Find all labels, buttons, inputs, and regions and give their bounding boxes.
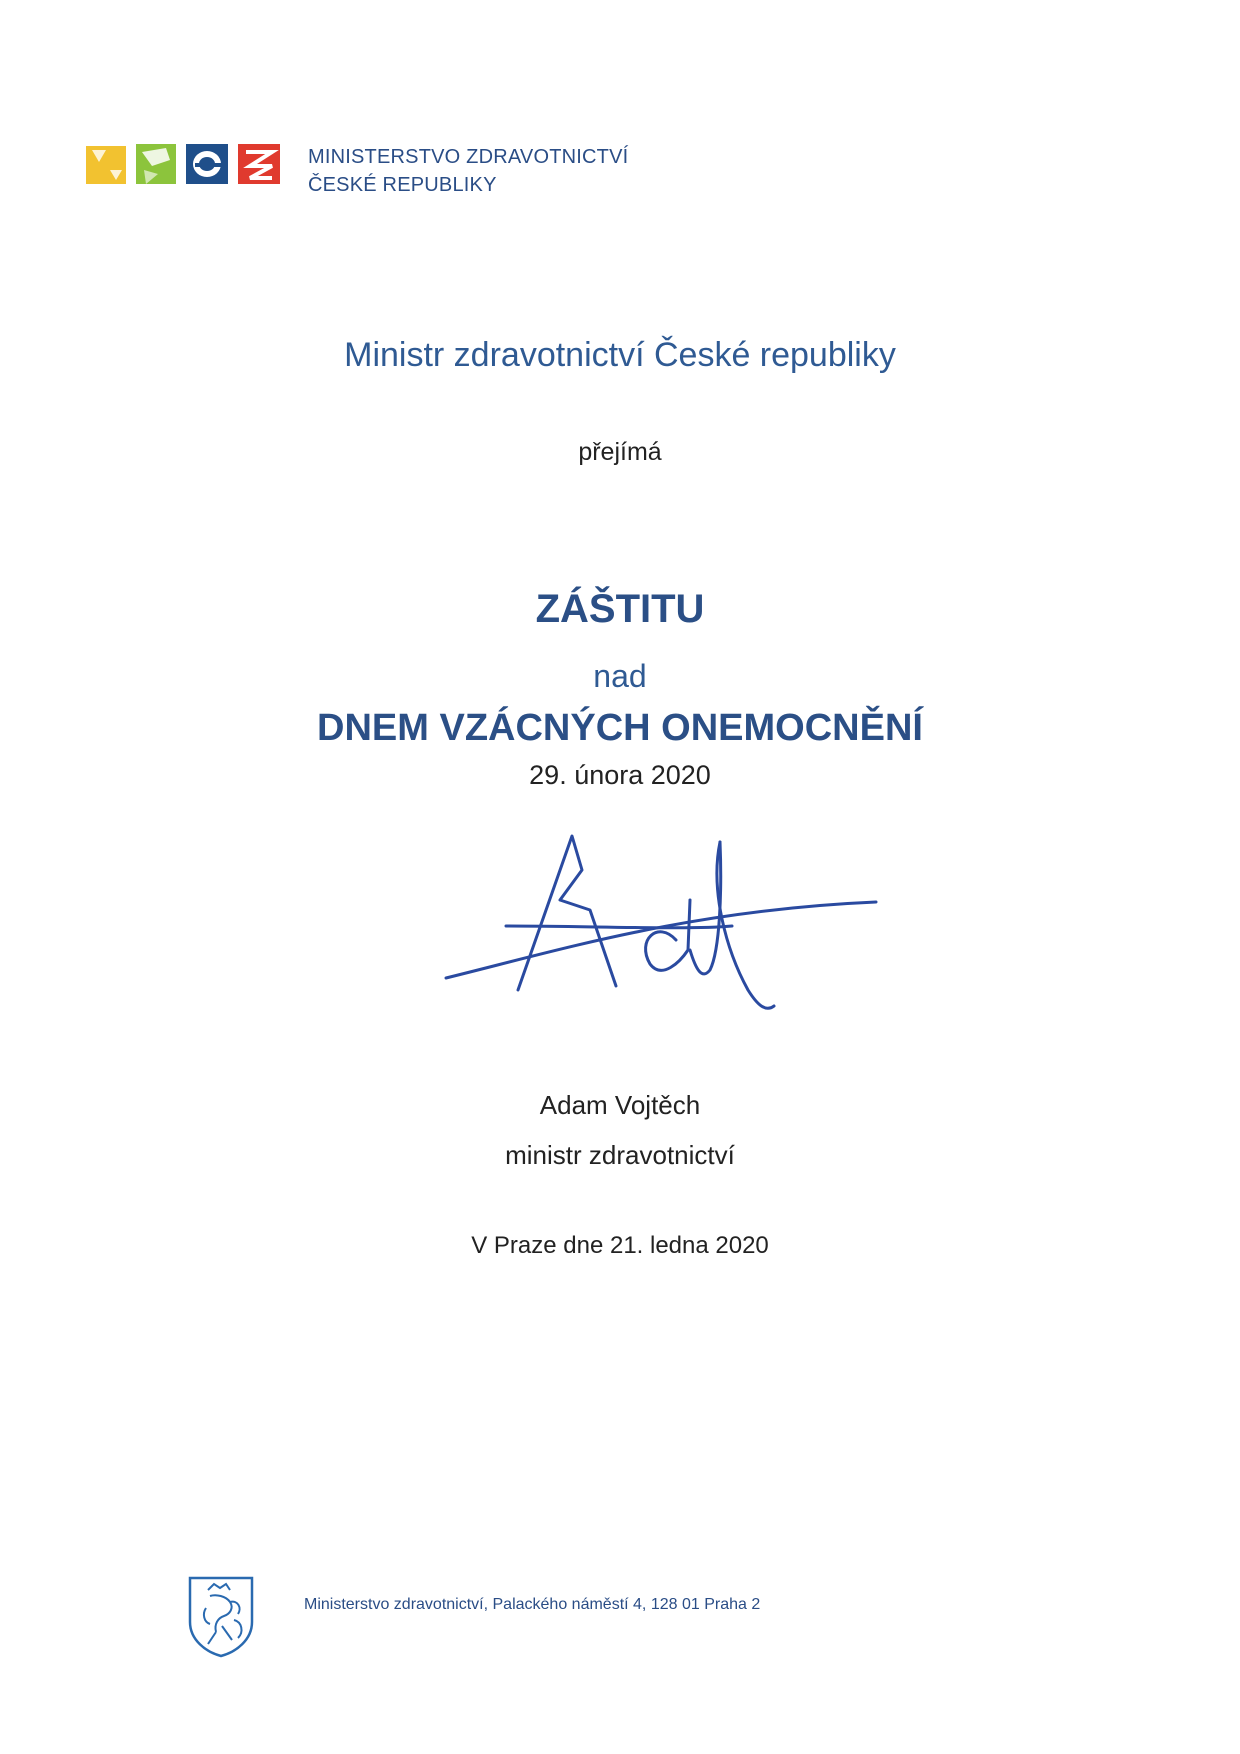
- signer-name: Adam Vojtěch: [539, 1090, 701, 1120]
- place-and-date: V Praze dne 21. ledna 2020: [471, 1232, 769, 1259]
- event-date: 29. února 2020: [529, 760, 711, 790]
- footer-address: Ministerstvo zdravotnictví, Palackého náměstí 4, 128 01 Praha 2: [304, 1596, 761, 1613]
- minister-title: Ministr zdravotnictví České republiky: [344, 336, 896, 374]
- czech-lion-emblem-icon: [186, 1574, 256, 1658]
- org-name-line-2: ČESKÉ REPUBLIKY: [308, 174, 497, 196]
- signer-title: ministr zdravotnictví: [505, 1140, 735, 1170]
- patronage-heading: ZÁŠTITU: [535, 587, 705, 631]
- handwritten-signature-icon: [440, 830, 890, 1020]
- accepts-text: přejímá: [578, 438, 662, 466]
- over-text: nad: [593, 658, 647, 694]
- event-name: DNEM VZÁCNÝCH ONEMOCNĚNÍ: [317, 707, 923, 749]
- ministry-logo-icon: [86, 140, 286, 190]
- org-name-line-1: MINISTERSTVO ZDRAVOTNICTVÍ: [308, 146, 629, 168]
